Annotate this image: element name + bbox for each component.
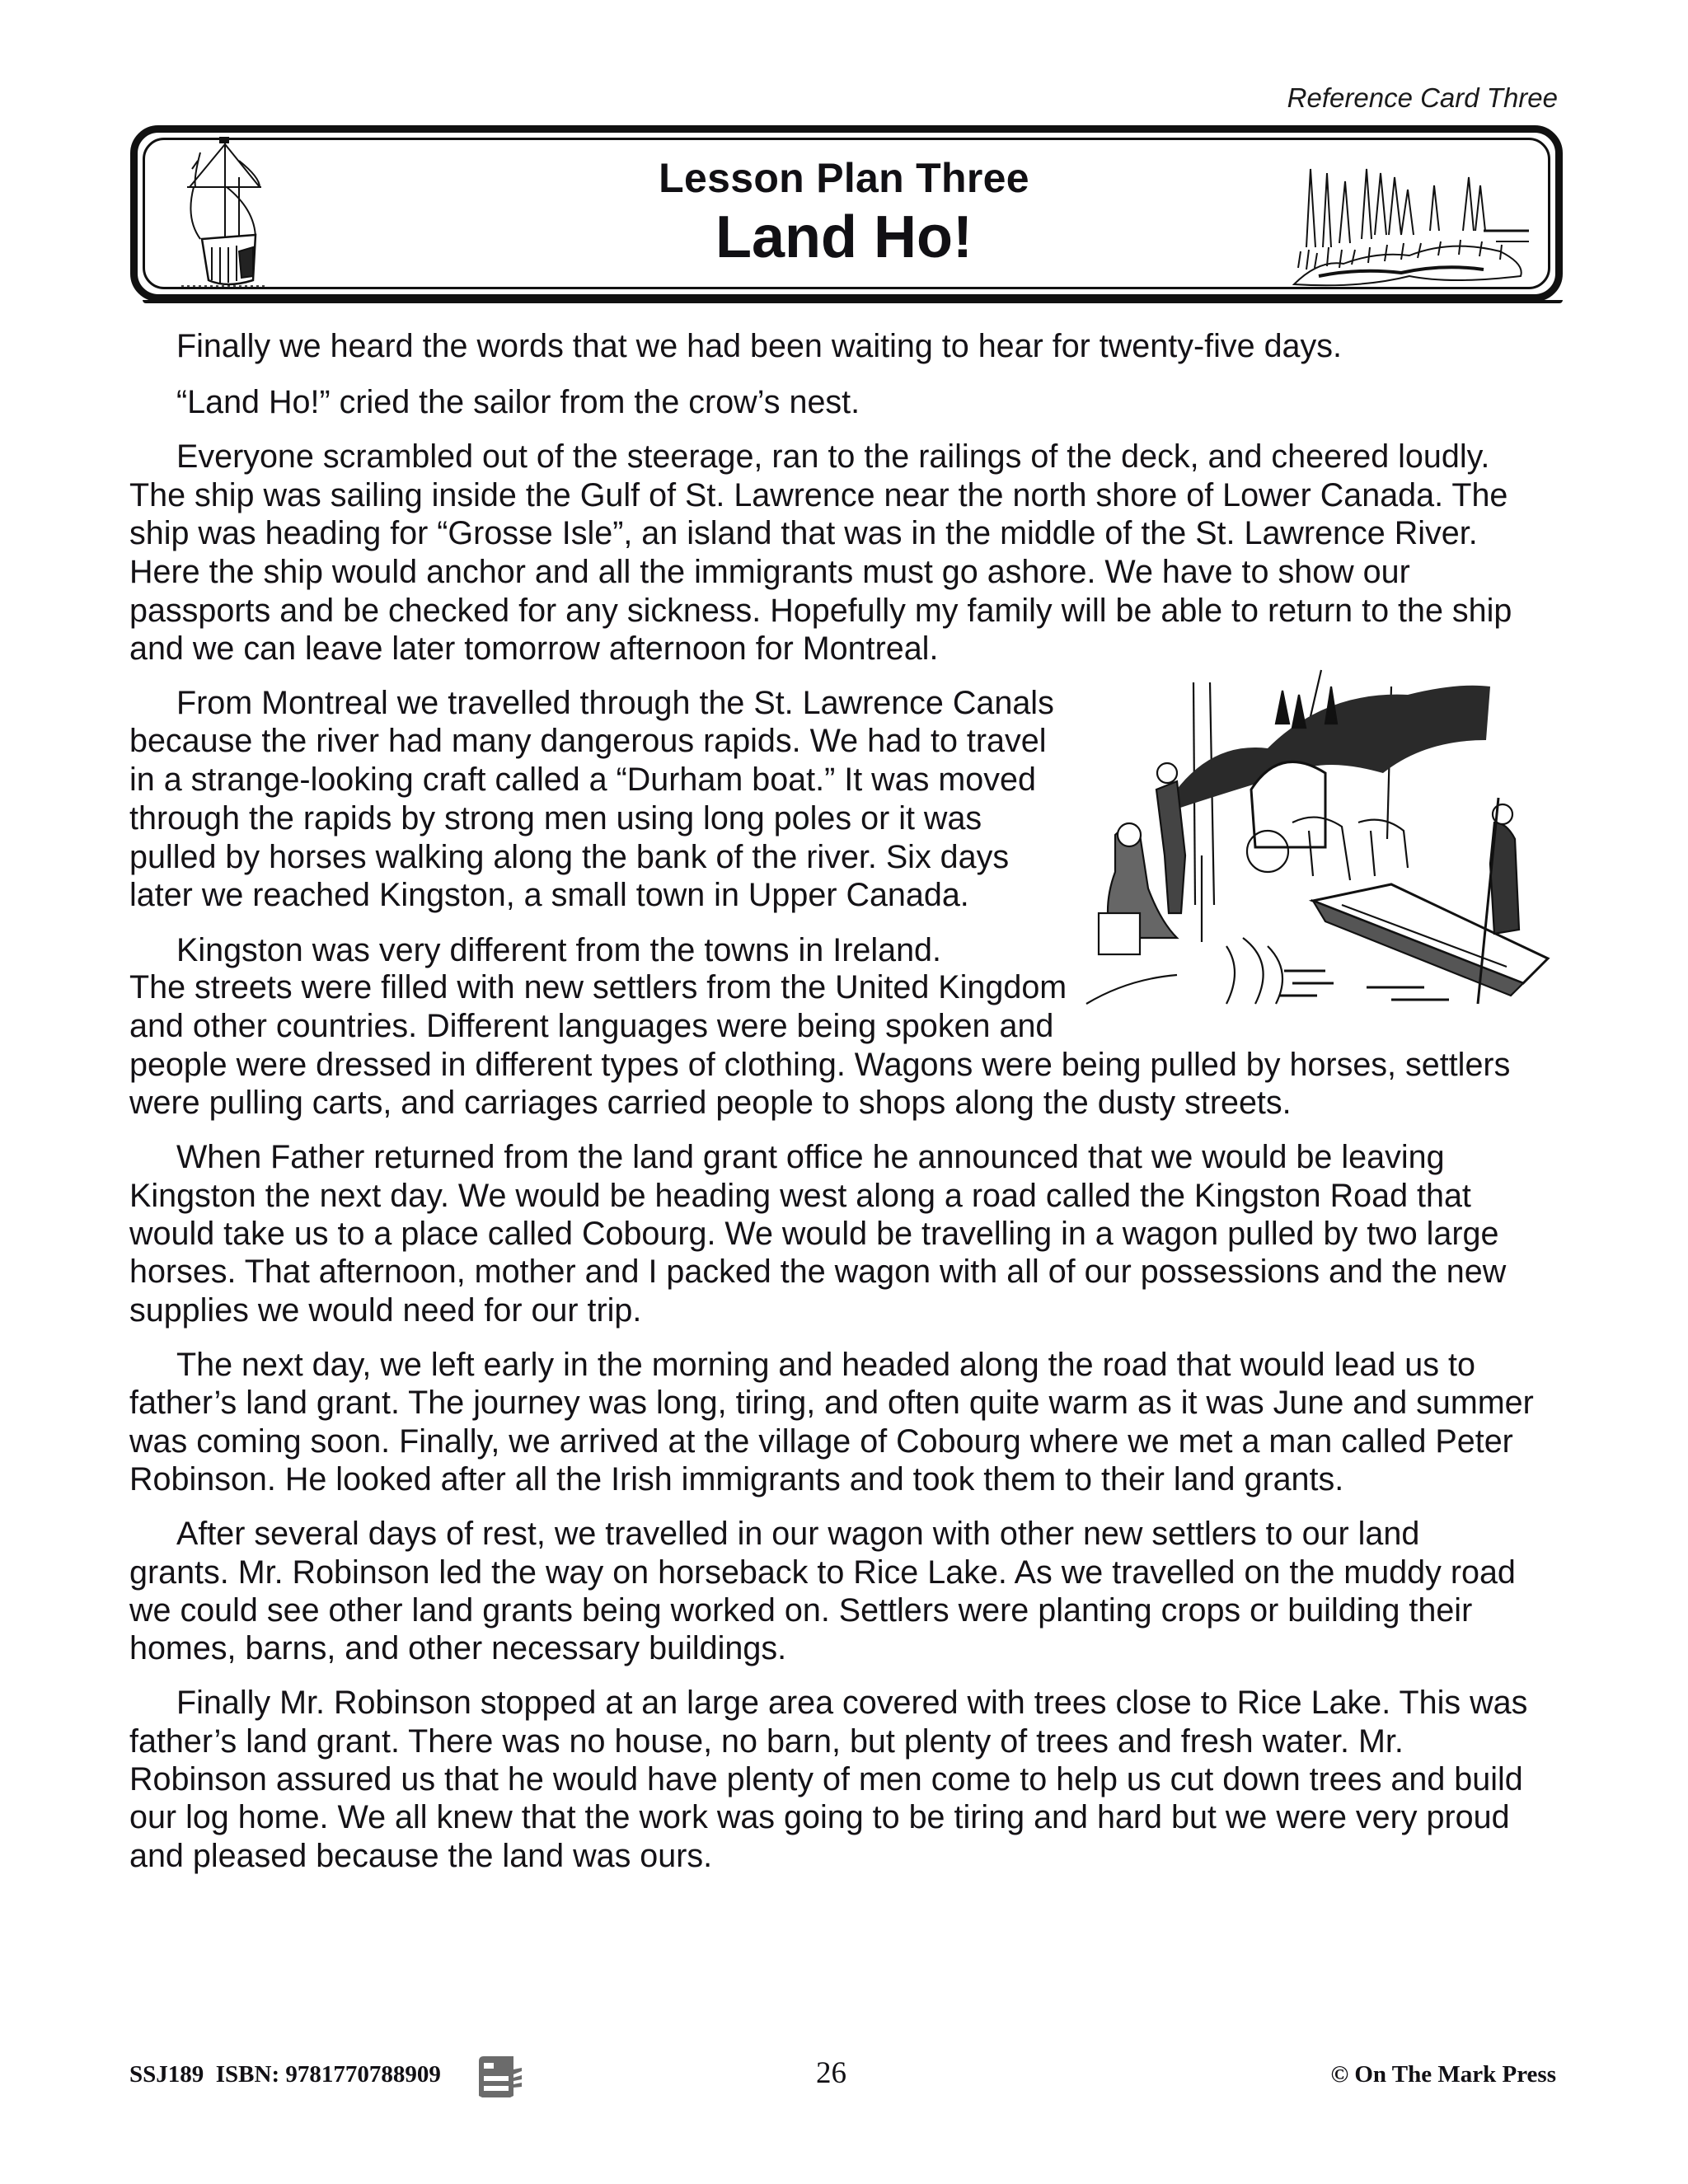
paragraph-4-line-6: later we reached Kingston, a small town in Upper Canada. [129,877,969,913]
page-title: Land Ho! [715,204,973,270]
paragraph-6-line-2: Kingston the next day. We would be heading west along a road called the Kingston Road that [129,1178,1471,1214]
paragraph-4-line-5: pulled by horses walking along the bank of the river. Six days [129,839,1010,875]
paragraph-4-line-2: because the river had many dangerous rapids. We had to travel [129,723,1047,759]
page-number: 26 [816,2056,846,2090]
paragraph-5-line-4: people were dressed in different types of clothing. Wagons were being pulled by horses, settlers [129,1047,1511,1083]
paragraph-1-line-1: Finally we heard the words that we had been waiting to hear for twenty-five days. [176,328,1342,364]
lesson-plan-heading: Lesson Plan Three [659,155,1029,201]
paragraph-8-line-4: homes, barns, and other necessary buildings. [129,1630,787,1666]
paragraph-9-line-1: Finally Mr. Robinson stopped at an large area covered with trees close to Rice Lake. This was [176,1685,1528,1721]
paragraph-9-line-3: Robinson assured us that he would have plenty of men come to help us cut down trees and build [129,1761,1523,1797]
paragraph-9-line-4: our log home. We all knew that the work was going to be tiring and hard but we were very proud [129,1799,1510,1835]
paragraph-7-line-4: Robinson. He looked after all the Irish immigrants and took them to their land grants. [129,1461,1344,1497]
paragraph-3-line-6: and we can leave later tomorrow afternoon for Montreal. [129,630,939,667]
paragraph-6-line-1: When Father returned from the land grant office he announced that we would be leaving [176,1139,1445,1175]
paragraph-9-line-2: father’s land grant. There was no house, no barn, but plenty of trees and fresh water. Mr. [129,1723,1404,1760]
paragraph-4-line-1: From Montreal we travelled through the St. Lawrence Canals [176,685,1054,721]
paragraph-5-line-5: were pulling carts, and carriages carried people to shops along the dusty streets. [129,1085,1292,1121]
paragraph-5-line-3: and other countries. Different languages were being spoken and [129,1008,1054,1044]
paragraph-5-line-2: The streets were filled with new settlers from the United Kingdom [129,969,1067,1005]
paragraph-3-line-2: The ship was sailing inside the Gulf of St. Lawrence near the north shore of Lower Canada. The [129,477,1508,513]
paragraph-8-line-2: grants. Mr. Robinson led the way on horseback to Rice Lake. As we travelled on the muddy road [129,1554,1516,1591]
reference-card-label: Reference Card Three [1287,82,1558,113]
paragraph-6-line-5: supplies we would need for our trip. [129,1292,642,1329]
paragraph-3-line-1: Everyone scrambled out of the steerage, ran to the railings of the deck, and cheered loudly. [176,438,1490,475]
photocopier-icon [476,2055,527,2097]
footer-code-isbn: SSJ189 ISBN: 9781770788909 [129,2061,441,2088]
durham-boat-settlers-illustration [1078,658,1556,1008]
paragraph-3-line-4: Here the ship would anchor and all the immigrants must go ashore. We have to show our [129,554,1410,590]
paragraph-2-line-1: “Land Ho!” cried the sailor from the crow’s nest. [176,384,860,420]
paragraph-6-line-4: horses. That afternoon, mother and I packed the wagon with all of our possessions and the new [129,1254,1507,1290]
paragraph-4-line-3: in a strange-looking craft called a “Durham boat.” It was moved [129,762,1036,798]
paragraph-4-line-4: through the rapids by strong men using long poles or it was [129,800,982,837]
paragraph-9-line-5: and pleased because the land was ours. [129,1838,713,1874]
paragraph-7-line-2: father’s land grant. The journey was long, tiring, and often quite warm as it was June and summer [129,1385,1534,1421]
paragraph-6-line-3: would take us to a place called Cobourg. We would be travelling in a wagon pulled by two large [129,1216,1499,1252]
paragraph-5-line-1: Kingston was very different from the towns in Ireland. [176,932,941,968]
paragraph-3-line-5: passports and be checked for any sickness. Hopefully my family will be able to return to the ship [129,593,1512,629]
paragraph-8-line-3: we could see other land grants being worked on. Settlers were planting crops or building their [129,1592,1473,1629]
copyright: © On The Mark Press [1330,2061,1556,2088]
paragraph-8-line-1: After several days of rest, we travelled in our wagon with other new settlers to our land [176,1516,1420,1552]
paragraph-3-line-3: ship was heading for “Grosse Isle”, an island that was in the middle of the St. Lawrence River. [129,515,1478,551]
paragraph-7-line-3: was coming soon. Finally, we arrived at the village of Cobourg where we met a man called Peter [129,1423,1513,1460]
paragraph-7-line-1: The next day, we left early in the morning and headed along the road that would lead us to [176,1347,1475,1383]
